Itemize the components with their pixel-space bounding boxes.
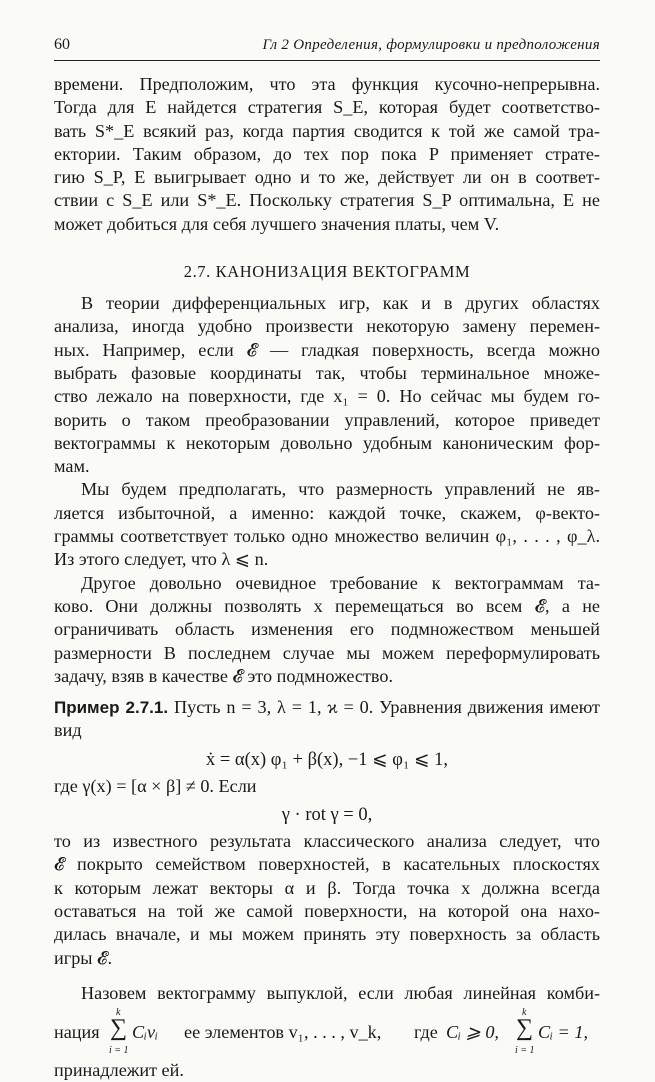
text-line: вать S*_E всякий раз, когда партия сводится к той же самой тра-: [54, 120, 600, 141]
text-line: оставаться на той же самой поверхности, на которой она нахо-: [54, 900, 600, 921]
text-line: ограничивать область изменения его подмножеством меньшей: [54, 619, 600, 640]
text-line: выбрать фазовые координаты так, чтобы терминальное множе-: [54, 362, 600, 383]
book-page: [54, 36, 600, 1082]
text-line: игры 𝓔.: [54, 947, 113, 968]
text-line: 𝓔 покрыто семейством поверхностей, в касательных плоскостях: [54, 854, 600, 875]
example-text: Пусть n = 3, λ = 1, ϰ = 0. Уравнения движения имеют: [173, 697, 601, 718]
sum2-sign: ∑: [516, 1015, 534, 1042]
sum-line: [54, 1005, 600, 1059]
text-line: то из известного результата классического анализа следует, что: [54, 831, 600, 852]
text-line: ектории. Таким образом, до тех пор пока P применяет страте-: [54, 143, 600, 164]
text-line: Мы будем предполагать, что размерность управлений не яв-: [81, 479, 600, 500]
sum1-body: Cᵢvᵢ: [132, 1022, 158, 1043]
text-line: анализа, иногда удобно произвести некоторую замену перемен-: [54, 316, 600, 337]
running-title: Гл 2 Определения, формулировки и предположения: [262, 37, 600, 53]
text-line: Другое довольно очевидное требование к вектограммам та-: [81, 572, 600, 593]
text-line: Из этого следует, что λ ⩽ n.: [54, 549, 269, 570]
example-block: [54, 696, 600, 743]
text-line: где γ(x) = [α × β] ≠ 0. Если: [54, 775, 257, 796]
nation-word: нация: [54, 1022, 100, 1043]
where-word: где: [414, 1022, 438, 1043]
text-line: дилась вначале, и мы можем принять эту поверхность за область: [54, 924, 600, 945]
text-line: ных. Например, если 𝓔 — гладкая поверхность, всегда можно: [54, 339, 600, 360]
paragraph-3: [54, 478, 600, 571]
sum2-body: Cᵢ = 1,: [538, 1022, 589, 1043]
sum1-sign: ∑: [110, 1015, 128, 1042]
text-line: Тогда для E найдется стратегия S_E, которая будет соответство-: [54, 97, 600, 118]
text-line: к которым лежат векторы α и β. Тогда точка x должна всегда: [54, 877, 600, 898]
example-label: Пример 2.7.1.: [54, 698, 169, 718]
text-line: ворить о таком преобразовании управлений, которое приведет: [54, 409, 600, 430]
text-line: принадлежит ей.: [54, 1060, 184, 1081]
paragraph-4: [54, 572, 600, 688]
sum1-upper: k: [116, 1007, 121, 1019]
elements-text: ее элементов v₁, . . . , v_k,: [184, 1022, 382, 1043]
running-header: [54, 36, 600, 61]
equation-motion: ẋ = α(x) φ₁ + β(x), −1 ⩽ φ₁ ⩽ 1,: [205, 749, 449, 770]
text-line: мам.: [54, 456, 90, 477]
text-line: гию S_P, E выигрывает одно и то же, действует ли он в соответ-: [54, 167, 600, 188]
page-number: 60: [54, 36, 70, 53]
text-line: времени. Предположим, что эта функция кусочно-непрерывна.: [54, 74, 600, 94]
text-line: граммы соответствует только одно множество величин φ₁, . . . , φ_λ.: [54, 526, 600, 547]
closing-line: [54, 1059, 600, 1082]
text-line: задачу, взяв в качестве 𝓔 это подмножество.: [54, 665, 394, 686]
text-line: размерности В последнем случае мы можем переформулировать: [54, 642, 600, 663]
text-line: может добиться для себя лучшего значения платы, чем V.: [54, 213, 500, 234]
paragraph-2: [54, 292, 600, 478]
text-line: ство лежало на поверхности, где x₁ = 0. Но сейчас мы будем го-: [54, 386, 600, 407]
sum1-lower: i = 1: [109, 1045, 129, 1057]
paragraph-1: [54, 73, 600, 236]
text-line: ляется избыточной, а именно: каждой точке, скажем, φ-векто-: [54, 502, 600, 523]
text-line: вид: [54, 720, 82, 741]
paragraph-5: [54, 830, 600, 970]
sum2-upper: k: [522, 1007, 527, 1019]
text-line: [54, 696, 600, 719]
text-line: вектограммы к некоторым довольно удобным каноническим фор-: [54, 432, 600, 453]
sum2-lower: i = 1: [515, 1045, 535, 1057]
equation-rot: γ · rot γ = 0,: [281, 805, 373, 826]
text-line: В теории дифференциальных игр, как и в других областях: [81, 293, 600, 314]
paragraph-6: [54, 982, 600, 1005]
text-line: Назовем вектограмму выпуклой, если любая линейная комби-: [81, 982, 600, 1003]
section-title: 2.7. КАНОНИЗАЦИЯ ВЕКТОГРАММ: [183, 262, 471, 282]
condition: Cᵢ ⩾ 0,: [446, 1022, 499, 1043]
text-line: ствии с S_E или S*_E. Поскольку стратегия S_P оптимальна, E не: [54, 190, 600, 211]
text-line: ково. Они должны позволять x перемещаться во всем 𝓔, а не: [54, 595, 600, 616]
where-line: [54, 775, 600, 798]
